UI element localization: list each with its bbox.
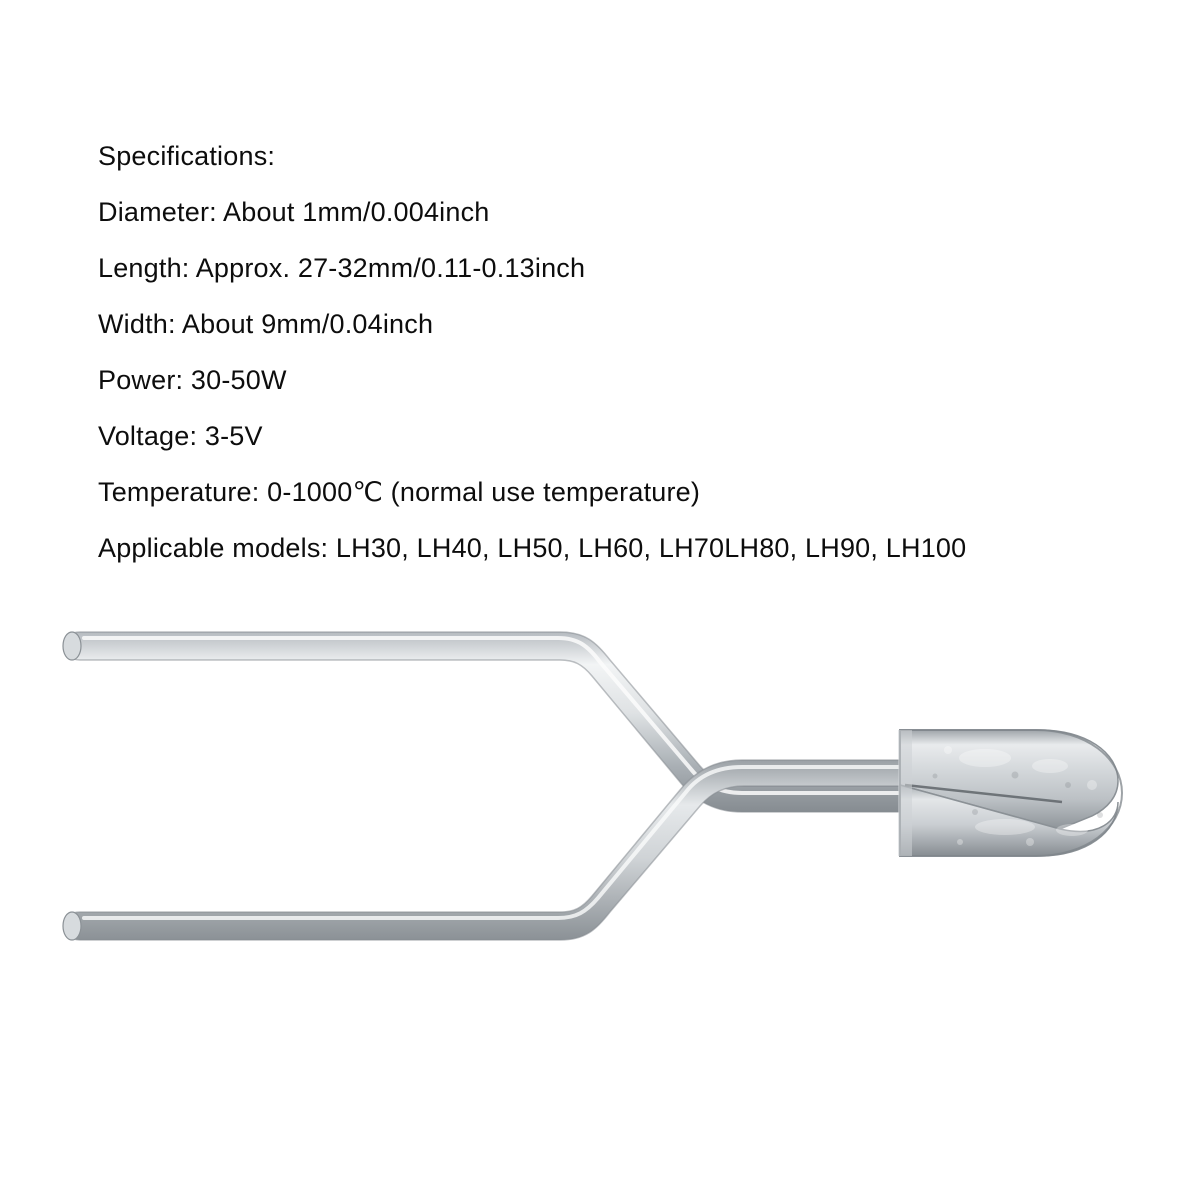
spec-line-diameter: Diameter: About 1mm/0.004inch [98,197,490,227]
lower-wire-end-cap [63,912,81,940]
specifications-heading: Specifications: [98,141,276,171]
spec-line-voltage: Voltage: 3-5V [98,421,263,451]
heating-element-illustration [0,580,1200,1140]
spec-line-temperature: Temperature: 0-1000℃ (normal use temperature) [98,477,701,507]
blade-junction-collar [898,730,912,856]
spec-line-length: Length: Approx. 27-32mm/0.11-0.13inch [98,253,586,283]
spec-line-applicable-models: Applicable models: LH30, LH40, LH50, LH60, LH70LH80, LH90, LH100 [98,533,967,563]
spec-line-power: Power: 30-50W [98,365,287,395]
spec-line-width: Width: About 9mm/0.04inch [98,309,434,339]
product-photo [0,580,1200,1140]
upper-wire-end-cap [63,632,81,660]
specifications-block [98,128,1138,576]
